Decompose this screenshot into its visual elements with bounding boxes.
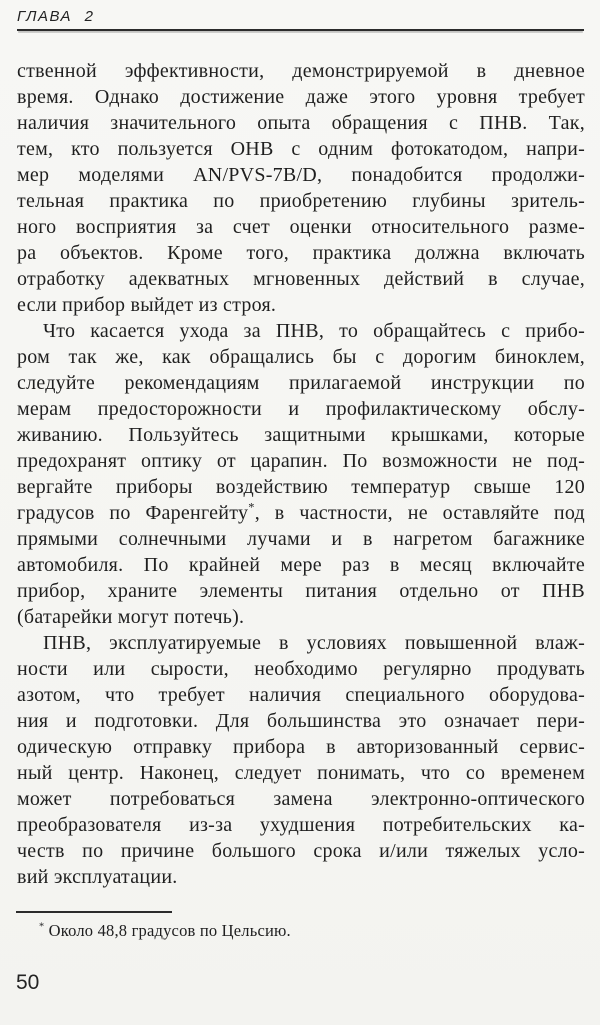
text-line: ственной эффективности, демонстрируемой в дневное [17, 60, 585, 82]
paragraph [17, 318, 585, 630]
footnote-ref-asterisk: * [248, 500, 255, 515]
text-line: прибор, храните элементы питания отдельно от ПНВ [17, 580, 585, 602]
running-head [17, 8, 584, 31]
text-line: ПНВ, эксплуатируемые в условиях повышенной влаж- [43, 632, 585, 654]
text-line: наличия значительного опыта обращения с ПНВ. Так, [17, 112, 585, 134]
text-line: прямыми солнечными лучами и в нагретом багажнике [17, 528, 585, 550]
text-line: может потребоваться замена электронно-оптического [17, 788, 585, 810]
footnote-marker: * [39, 921, 45, 933]
text-line: Что касается ухода за ПНВ, то обращайтесь с прибо- [43, 320, 585, 342]
text-line: время. Однако достижение даже этого уровня требует [17, 86, 585, 108]
text-line: вергайте приборы воздействию температур свыше 120 [17, 476, 585, 498]
text-line: (батарейки могут потечь). [17, 606, 245, 628]
text-line: автомобиля. По крайней мере раз в месяц включайте [17, 554, 585, 576]
text-line: живанию. Пользуйтесь защитными крышками, которые [17, 424, 585, 446]
footnote-text: Около 48,8 градусов по Цельсию. [48, 921, 291, 940]
text-line: ного восприятия за счет оценки относительного разме- [17, 216, 585, 238]
text-line: ния и подготовки. Для большинства это означает пери- [17, 710, 585, 732]
text-line: ра объектов. Кроме того, практика должна включать [17, 242, 585, 264]
text-line: ром так же, как обращались бы с дорогим биноклем, [17, 346, 585, 368]
text-line: честв по причине большого срока и/или тяжелых усло- [17, 840, 585, 862]
paragraph [17, 58, 585, 318]
text-line: мер моделями AN/PVS-7B/D, понадобится продолжи- [17, 164, 585, 186]
text-line: тельная практика по приобретению глубины зритель- [17, 190, 585, 212]
text-line: азотом, что требует наличия специального оборудова- [17, 684, 585, 706]
body-text [17, 58, 585, 890]
footnote [17, 920, 583, 942]
page-number: 50 [16, 971, 40, 994]
text-line: тем, кто пользуется ОНВ с одним фотокатодом, напри- [17, 138, 585, 160]
text-line: следуйте рекомендациям прилагаемой инструкции по [17, 372, 585, 394]
text-line: вий эксплуатации. [17, 866, 178, 888]
text-line: отработку адекватных мгновенных действий в случае, [17, 268, 585, 290]
text-line: предохранят оптику от царапин. По возможности не под- [17, 450, 585, 472]
text-line: если прибор выйдет из строя. [17, 294, 277, 316]
text-line: градусов по Фаренгейту*, в частности, не оставляйте под [17, 500, 585, 524]
footnote-rule [16, 911, 172, 913]
chapter-label: ГЛАВА 2 [17, 8, 95, 25]
text-line: ности или сырости, необходимо регулярно продувать [17, 658, 585, 680]
text-line: одическую отправку прибора в авторизованный сервис- [17, 736, 585, 758]
paragraph [17, 630, 585, 890]
text-line: мерам предосторожности и профилактическому обслу- [17, 398, 585, 420]
text-line: ный центр. Наконец, следует понимать, что со временем [17, 762, 585, 784]
text-line: преобразователя из-за ухудшения потребительских ка- [17, 814, 585, 836]
